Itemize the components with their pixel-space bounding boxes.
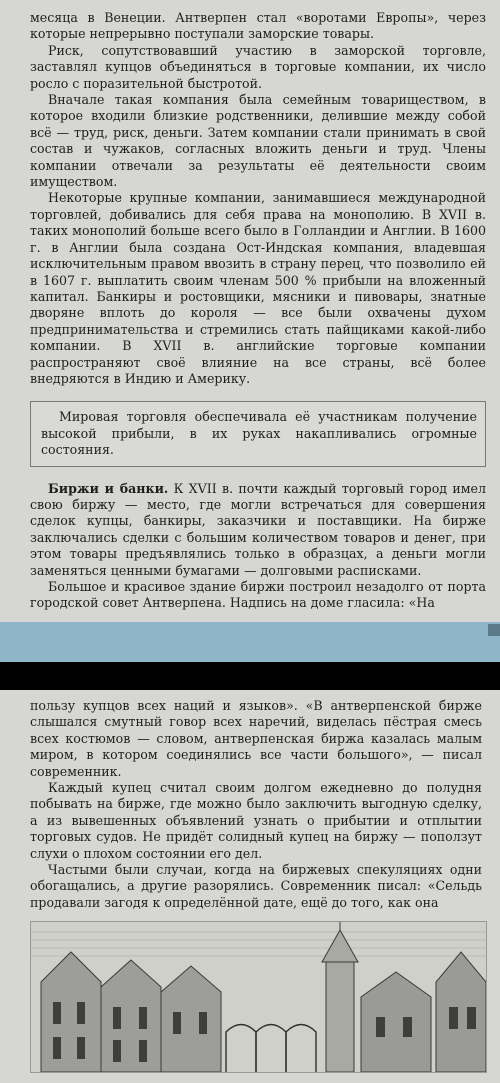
section-heading-exchanges-banks: Биржи и банки.: [48, 480, 169, 496]
paragraph-antwerp-exchange: Большое и красивое здание биржи построил незадолго от порта городской совет Антверпена. Надпись на доме гласила: «На: [30, 579, 486, 611]
paragraph-antwerp-gates: месяца в Венеции. Антверпен стал «воротами Европы», через которые непрерывно поступали заморские товары.: [30, 10, 486, 42]
paragraph-monopolies: Некоторые крупные компании, занимавшиеся международной торговлей, добивались для себя права на монополию. В XVII в. таких монополий больше всего было в Голландии и Англии. В 1600 г. в Англии была создана Ост-Индская компания, владевшая исключительным правом ввозить в страну перец, что позволило ей в 1607 г. выплатить своим членам 500 % прибыли на вложенный капитал. Банкиры и ростовщики, мясники и пивовары, знатные дворяне вплоть до короля — все были охвачены духом предпринимательства и стремились стать пайщиками какой-либо компании. В XVII в. английские торговые компании распространяют своё влияние на все страны, всё более внедряются в Индию и Америку.: [30, 190, 486, 386]
engraving-illustration: [31, 922, 486, 1072]
page-corner-marker: [488, 624, 500, 636]
page-bottom-margin-strip: [0, 622, 500, 662]
summary-callout-box: [30, 401, 486, 466]
textbook-page-bottom: [0, 690, 500, 1083]
paragraph-trading-companies: Риск, сопутствовавший участию в заморской торговле, заставлял купцов объединяться в торговые компании, их число росло с поразительной быстротой.: [30, 42, 486, 91]
paragraph-family-partnership: Вначале такая компания была семейным товариществом, в которое входили близкие родственники, делившие между собой всё — труд, риск, деньги. Затем компании стали принимать в свой состав и чужаков, согласных вложить деньги и труд. Члены компании отвечали за результаты её деятельности своим имуществом.: [30, 92, 486, 190]
paragraph-exchanges: [30, 481, 486, 579]
paragraph-daily-visit: Каждый купец считал своим долгом ежедневно до полудня побывать на бирже, где можно было заключить выгодную сделку, а из вывешенных объявлений узнать о прибытии и отплытии торговых судов. Не придёт солидный купец на биржу — поползут слухи о плохом состоянии его дел.: [30, 780, 482, 861]
paragraph-speculation: Частыми были случаи, когда на биржевых спекуляциях одни обогащались, а другие разорялись. Современник писал: «Сельдь продавали загодя к определённой дате, ещё до того, как она: [30, 862, 482, 910]
paragraph-exchanges-text: К XVII в. почти каждый торговый город имел свою биржу — место, где могли встречаться для совершения сделок купцы, банкиры, заказчики и поставщики. На бирже заключались сделки с большим количеством товаров и денег, при этом товары предъявлялись только в образцах, а деньги могли заменяться ценными бумагами — долговыми расписками.: [30, 480, 486, 578]
paragraph-quote-contemporary: пользу купцов всех наций и языков». «В антверпенской бирже слышался смутный говор всех наречий, виделась пёстрая смесь всех костюмов — словом, антверпенская биржа казалась малым миром, в котором соединялись все части большого», — писал современник.: [30, 698, 482, 779]
callout-text: Мировая торговля обеспечивала её участникам получение высокой прибыли, в их руках накапливались огромные состояния.: [41, 409, 477, 458]
antwerp-exchange-engraving: [30, 921, 487, 1073]
